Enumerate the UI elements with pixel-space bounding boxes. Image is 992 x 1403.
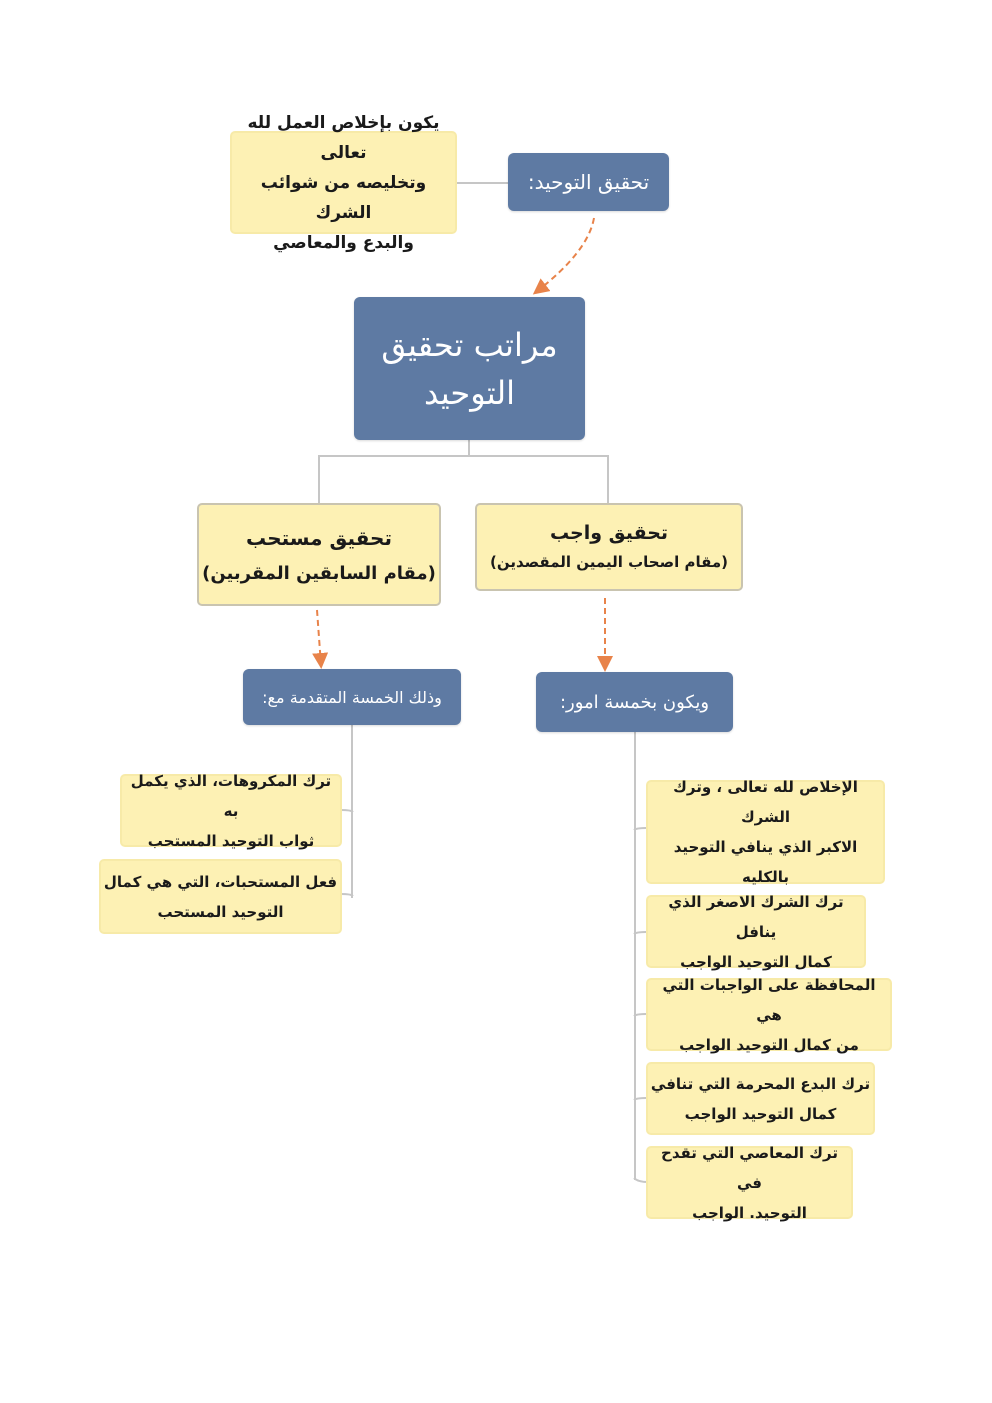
mustahab-item-1-line-1: ترك المكروهات، الذي يكمل به	[130, 771, 332, 820]
tick-wajib-3	[634, 1014, 646, 1016]
top-definition-line-3: والبدع والمعاصي	[273, 232, 414, 253]
wajib-item	[646, 1143, 853, 1222]
main-title-line-2: التوحيد	[423, 373, 516, 412]
mustahab-item	[120, 771, 342, 850]
main-title-box	[354, 297, 585, 440]
wajib-header: ويكون بخمسة امور:	[559, 691, 710, 713]
tick-wajib-2	[634, 932, 646, 934]
wajib-item-2-line-2: كمال التوحيد الواجب	[680, 952, 832, 971]
mustahab-item-1-line-2: ثواب التوحيد المستحب	[147, 831, 315, 850]
mustahab-title: تحقيق مستحب	[246, 525, 392, 550]
wajib-item-5-line-2: التوحيد. الواجب	[692, 1203, 807, 1222]
mustahab-header-box	[243, 669, 461, 725]
wajib-item-4-line-2: كمال التوحيد الواجب	[684, 1104, 837, 1123]
tick-mustahab-2	[341, 894, 353, 896]
top-label: تحقيق التوحيد:	[527, 170, 650, 194]
wajib-item-1-line-3: بالكليه	[742, 868, 789, 886]
wajib-subtitle: (مقام اصحاب اليمين المقصدين)	[490, 553, 729, 571]
wajib-header-box	[536, 672, 733, 732]
mustahab-subtitle: (مقام السابقين المقربين)	[202, 562, 436, 584]
arrow-mustahab	[317, 610, 321, 665]
top-definition-line-2: وتخليصه من شوائب الشرك	[260, 172, 427, 223]
wajib-box	[475, 503, 743, 591]
wajib-item-3-line-1: المحافظة على الواجبات التي هي	[662, 975, 876, 1024]
arrow-top-to-main	[536, 218, 594, 292]
tick-wajib-4	[634, 1098, 646, 1100]
main-title-line-1: مراتب تحقيق	[381, 325, 558, 364]
mustahab-item-2-line-2: التوحيد المستحب	[157, 902, 284, 921]
mustahab-header: وذلك الخمسة المتقدمة مع:	[262, 687, 442, 707]
tick-mustahab-1	[341, 810, 353, 812]
top-label-box	[508, 153, 669, 211]
mustahab-item	[99, 859, 342, 934]
tick-wajib-1	[634, 828, 646, 830]
wajib-item-1-line-2: الاكبر الذي ينافي التوحيد	[673, 838, 858, 856]
wajib-item	[646, 975, 892, 1054]
wajib-title: تحقيق واجب	[549, 522, 669, 544]
wajib-item-1-line-1: الإخلاص لله تعالى ، وترك الشرك	[673, 778, 858, 826]
wajib-item-3-line-2: من كمال التوحيد الواجب	[679, 1035, 859, 1054]
mustahab-item-2-line-1: فعل المستحبات، التي هي كمال	[103, 872, 338, 891]
wajib-item	[646, 892, 866, 971]
mustahab-box	[197, 503, 441, 606]
wajib-item-5-line-1: ترك المعاصي التي تقدح في	[661, 1143, 838, 1192]
wajib-item-4-line-1: ترك البدع المحرمة التي تنافي	[650, 1074, 871, 1093]
wajib-item	[646, 1062, 875, 1135]
top-definition-box	[230, 112, 457, 253]
wajib-item-2-line-1: ترك الشرك الاصغر الذي ينافل	[668, 892, 844, 941]
wajib-item	[646, 780, 885, 884]
top-definition-line-1: يكون بإخلاص العمل لله تعالى	[247, 112, 440, 163]
